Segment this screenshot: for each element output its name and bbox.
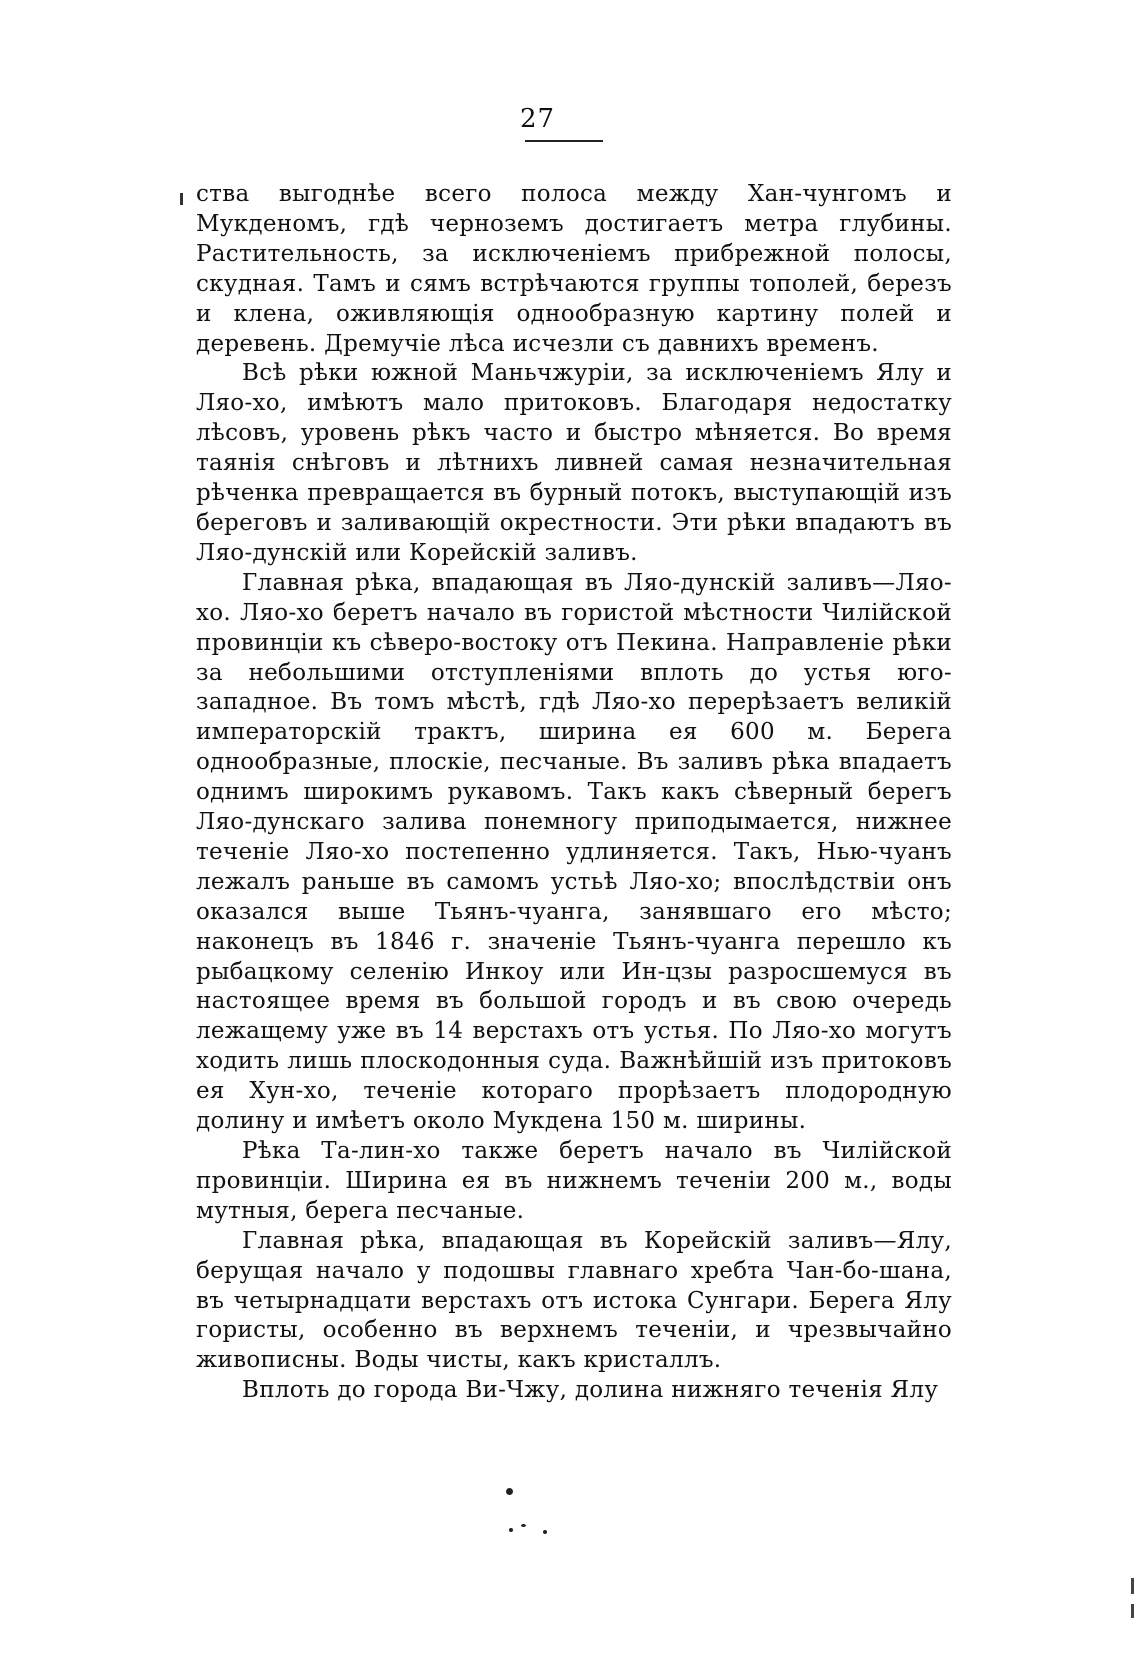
paragraph-yalu: Главная рѣка, впадающая въ Корейскій заливъ—Ялу, берущая начало у подошвы главнаго хребта Чан-бо-шана, въ четырнадцати верстахъ отъ истока Сунгари. Берега Ялу гористы, особенно въ верхнемъ теченіи, и чрезвычайно живописны. Воды чисты, какъ кристаллъ. [196,1227,952,1374]
paragraph-continuation: ства выгоднѣе всего полоса между Хан-чунгомъ и Мукденомъ, гдѣ черноземъ достигаетъ метра глубины. Растительность, за исключеніемъ прибрежной полосы, скудная. Тамъ и сямъ встрѣчаются группы тополей, березъ и клена, оживляющія однообразную картину полей и деревень. Дремучіе лѣса исчезли съ давнихъ временъ. [196,181,952,357]
page-number-underline [525,140,603,142]
page-edge-mark [1131,1578,1134,1594]
body-text [196,180,952,1406]
page-number: 27 [520,104,556,134]
ink-speck [521,1524,526,1527]
paragraph-rivers: Всѣ рѣки южной Маньчжуріи, за исключеніемъ Ялу и Ляо-хо, имѣютъ мало притоковъ. Благодаря недостатку лѣсовъ, уровень рѣкъ часто и быстро мѣняется. Во время таянія снѣговъ и лѣтнихъ ливней самая незначительная рѣченка превращается въ бурный потокъ, выступающій изъ береговъ и заливающій окрестности. Эти рѣки впадаютъ въ Ляо-дунскій или Корейскій заливъ. [196,360,952,566]
ink-speck [506,1488,513,1495]
paragraph-vi-chzhu: Вплоть до города Ви-Чжу, долина нижняго теченія Ялу [242,1377,939,1404]
ink-speck [543,1530,547,1534]
paragraph-ta-lin-ho: Рѣка Та-лин-хо также беретъ начало въ Чилійской провинціи. Ширина ея въ нижнемъ теченіи 200 м., воды мутныя, берега песчаные. [196,1138,952,1224]
margin-mark [180,193,183,205]
paragraph-liao-ho: Главная рѣка, впадающая въ Ляо-дунскій заливъ—Ляо-хо. Ляо-хо беретъ начало въ гористой мѣстности Чилійской провинціи къ сѣверо-востоку отъ Пекина. Направленіе рѣки за небольшими отступленіями вплоть до устья юго-западное. Въ томъ мѣстѣ, гдѣ Ляо-хо перерѣзаетъ великій императорскій трактъ, ширина ея 600 м. Берега однообразные, плоскіе, песчаные. Въ заливъ рѣка впадаетъ однимъ широкимъ рукавомъ. Такъ какъ сѣверный берегъ Ляо-дунскаго залива понемногу приподымается, нижнее теченіе Ляо-хо постепенно удлиняется. Такъ, Нью-чуанъ лежалъ раньше въ самомъ устьѣ Ляо-хо; впослѣдствіи онъ оказался выше Тьянъ-чуанга, занявшаго его мѣсто; наконецъ въ 1846 г. значеніе Тьянъ-чуанга перешло къ рыбацкому селенію Инкоу или Ин-цзы разросшемуся въ настоящее время въ большой городъ и въ свою очередь лежащему уже въ 14 верстахъ отъ устья. По Ляо-хо могутъ ходить лишь плоскодонныя суда. Важнѣйшій изъ притоковъ ея Хун-хо, теченіе котораго прорѣзаетъ плодородную долину и имѣетъ около Мукдена 150 м. ширины. [196,569,952,1135]
ink-speck [509,1528,513,1532]
page-edge-mark [1131,1604,1134,1618]
